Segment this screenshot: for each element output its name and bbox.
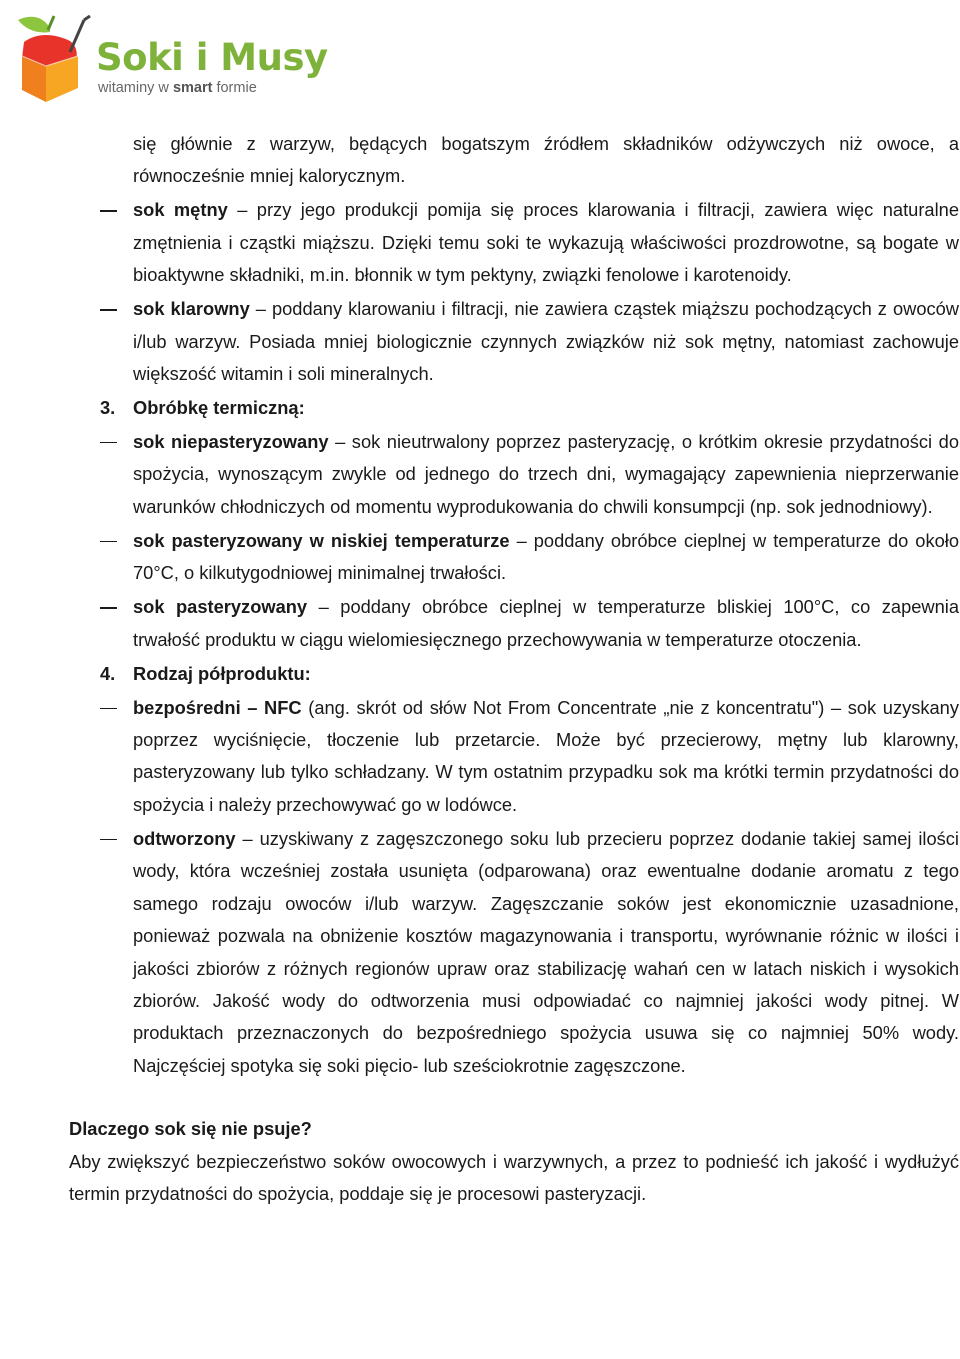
question-heading: Dlaczego sok się nie psuje? xyxy=(69,1118,312,1140)
brand-tagline: witaminy w smart formie xyxy=(98,80,257,96)
list-item-sok-klarowny: sok klarowny – poddany klarowaniu i filtracji, nie zawiera cząstek miąższu pochodzących z owoców i/lub warzyw. Posiada mniej biologicznie czynnych związków niż sok mętny, natomiast zachowuje większość witamin i soli mineralnych. xyxy=(133,293,959,390)
paragraph-continuation: się głównie z warzyw, będących bogatszym źródłem składników odżywczych niż owoce, a równocześnie mniej kalorycznym. xyxy=(133,133,959,187)
brand-name: Soki i Musy xyxy=(96,36,328,79)
section-heading-4: 4. Rodzaj półproduktu: xyxy=(100,662,311,684)
list-item-pasteryzowany-niska: sok pasteryzowany w niskiej temperaturze – poddany obróbce cieplnej w temperaturze do około 70°C, o kilkutygodniowej minimalnej trwałości. xyxy=(133,525,959,590)
list-item-pasteryzowany: sok pasteryzowany – poddany obróbce cieplnej w temperaturze bliskiej 100°C, co zapewnia trwałość produktu w ciągu wielomiesięcznego przechowywania w temperaturze otoczenia. xyxy=(133,591,959,656)
section-heading-3: 3. Obróbkę termiczną: xyxy=(100,397,305,419)
list-item-sok-metny: sok mętny – przy jego produkcji pomija się proces klarowania i filtracji, zawiera więc naturalne zmętnienia i cząstki miąższu. Dzięki temu soki te wykazują właściwości prozdrowotne, są bogate w bioaktywne składniki, m.in. błonnik w tym pektyny, związki fenolowe i karotenoidy. xyxy=(133,194,959,291)
juice-box-logo-icon xyxy=(10,8,92,103)
document-body xyxy=(0,128,960,1210)
brand-logo xyxy=(10,8,328,103)
question-answer: Aby zwiększyć bezpieczeństwo soków owocowych i warzywnych, a przez to podnieść ich jakość i wydłużyć termin przydatności do spożycia, poddaje się je procesowi pasteryzacji. xyxy=(69,1150,959,1204)
list-item-odtworzony: odtworzony – uzyskiwany z zagęszczonego soku lub przecieru poprzez dodanie takiej samej ilości wody, która wcześniej została usunięta (odparowana) oraz ewentualne dodanie aromatu z tego samego rodzaju owoców i/lub warzyw. Zagęszczanie soków jest ekonomicznie uzasadnione, ponieważ pozwala na obniżenie kosztów magazynowania i transportu, wyrównanie różnic w ilości i jakości zbiorów z różnych regionów upraw oraz stabilizację wahań cen w latach niskich i wysokich zbiorów. Jakość wody do odtworzenia musi odpowiadać co najmniej jakości wody pitnej. W produktach przeznaczonych do bezpośredniego spożycia usuwa się co najmniej 50% wody. Najczęściej spotyka się soki pięcio- lub sześciokrotnie zagęszczone. xyxy=(133,823,959,1082)
list-item-niepasteryzowany: sok niepasteryzowany – sok nieutrwalony poprzez pasteryzację, o krótkim okresie przydatności do spożycia, wynoszącym zwykle od jednego do trzech dni, wymagający zapewnienia nieprzerwanie warunków chłodniczych od momentu wyprodukowania do chwili konsumpcji (np. sok jednodniowy). xyxy=(133,426,959,523)
list-item-nfc: bezpośredni – NFC (ang. skrót od słów Not From Concentrate „nie z koncentratu") – sok uzyskany poprzez wyciśnięcie, tłoczenie lub przetarcie. Może być przecierowy, mętny lub klarowny, pasteryzowany lub tylko schładzany. W tym ostatnim przypadku sok ma krótki termin przydatności do spożycia i należy przechowywać go w lodówce. xyxy=(133,692,959,822)
